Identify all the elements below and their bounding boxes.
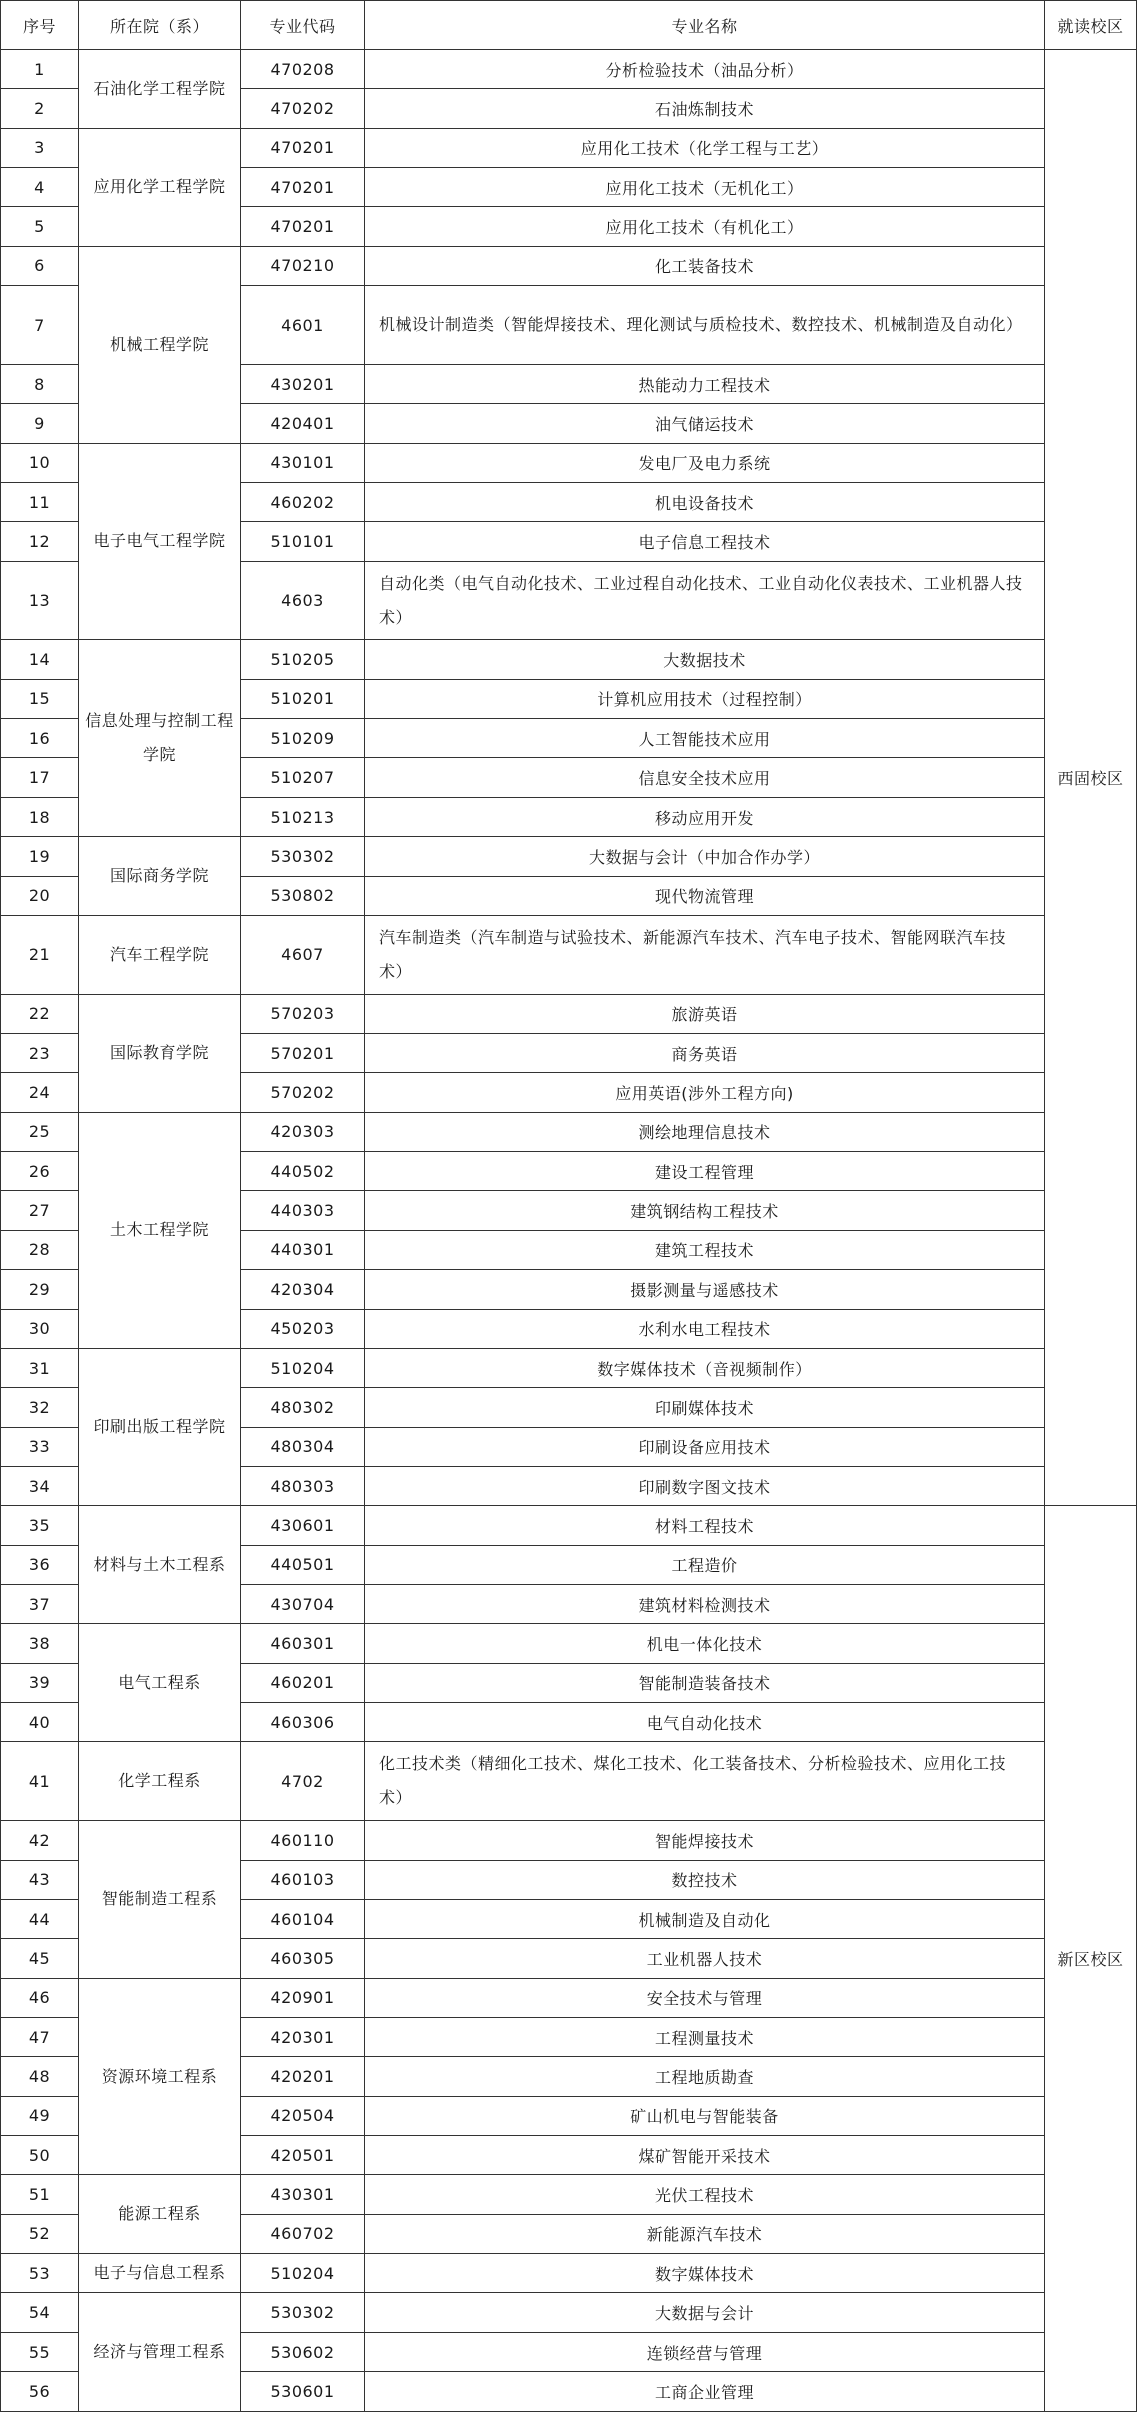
row-index: 23: [1, 1033, 79, 1072]
major-code: 460110: [241, 1821, 365, 1860]
major-name: 大数据与会计（中加合作办学）: [365, 837, 1045, 876]
major-code: 470201: [241, 168, 365, 207]
row-index: 8: [1, 364, 79, 403]
major-code: 430601: [241, 1506, 365, 1545]
major-name: 工程测量技术: [365, 2017, 1045, 2056]
major-name: 印刷设备应用技术: [365, 1427, 1045, 1466]
major-name: 现代物流管理: [365, 876, 1045, 915]
row-index: 9: [1, 404, 79, 443]
major-code: 4601: [241, 286, 365, 365]
table-row: [1, 246, 1137, 285]
major-code: 420401: [241, 404, 365, 443]
major-code: 420303: [241, 1112, 365, 1151]
major-name: 人工智能技术应用: [365, 719, 1045, 758]
row-index: 47: [1, 2017, 79, 2056]
row-index: 43: [1, 1860, 79, 1899]
row-index: 6: [1, 246, 79, 285]
campus-cell: 新区校区: [1045, 1506, 1137, 2412]
campus-cell: 西固校区: [1045, 50, 1137, 1506]
major-code: 440502: [241, 1152, 365, 1191]
row-index: 31: [1, 1348, 79, 1387]
row-index: 1: [1, 50, 79, 89]
row-index: 5: [1, 207, 79, 246]
major-name: 材料工程技术: [365, 1506, 1045, 1545]
major-code: 510204: [241, 2254, 365, 2293]
department-cell: 印刷出版工程学院: [79, 1348, 241, 1505]
major-code: 570202: [241, 1073, 365, 1112]
department-cell: 电子电气工程学院: [79, 443, 241, 640]
major-code: 420201: [241, 2057, 365, 2096]
table-row: [1, 443, 1137, 482]
row-index: 52: [1, 2214, 79, 2253]
major-code: 440501: [241, 1545, 365, 1584]
table-row: [1, 1742, 1137, 1821]
row-index: 11: [1, 482, 79, 521]
department-cell: 能源工程系: [79, 2175, 241, 2254]
major-code: 430704: [241, 1585, 365, 1624]
major-code: 460305: [241, 1939, 365, 1978]
department-cell: 资源环境工程系: [79, 1978, 241, 2175]
major-code: 430101: [241, 443, 365, 482]
major-name: 大数据与会计: [365, 2293, 1045, 2332]
major-code: 460201: [241, 1663, 365, 1702]
major-code: 460103: [241, 1860, 365, 1899]
row-index: 44: [1, 1899, 79, 1938]
table-row: [1, 994, 1137, 1033]
row-index: 38: [1, 1624, 79, 1663]
major-code: 460301: [241, 1624, 365, 1663]
row-index: 27: [1, 1191, 79, 1230]
major-code: 510101: [241, 522, 365, 561]
major-code: 510205: [241, 640, 365, 679]
table-body: [1, 50, 1137, 2412]
major-name: 发电厂及电力系统: [365, 443, 1045, 482]
table-row: [1, 1112, 1137, 1151]
header-major: 专业名称: [365, 1, 1045, 50]
major-name: 矿山机电与智能装备: [365, 2096, 1045, 2135]
major-name: 石油炼制技术: [365, 89, 1045, 128]
row-index: 34: [1, 1466, 79, 1505]
row-index: 16: [1, 719, 79, 758]
header-department: 所在院（系）: [79, 1, 241, 50]
row-index: 28: [1, 1230, 79, 1269]
major-name: 化工技术类（精细化工技术、煤化工技术、化工装备技术、分析检验技术、应用化工技术）: [365, 1742, 1045, 1821]
department-cell: 国际教育学院: [79, 994, 241, 1112]
department-cell: 电气工程系: [79, 1624, 241, 1742]
major-code: 480304: [241, 1427, 365, 1466]
major-code: 4603: [241, 561, 365, 640]
row-index: 4: [1, 168, 79, 207]
row-index: 19: [1, 837, 79, 876]
row-index: 50: [1, 2136, 79, 2175]
department-cell: 汽车工程学院: [79, 915, 241, 994]
major-name: 分析检验技术（油品分析）: [365, 50, 1045, 89]
table-row: [1, 640, 1137, 679]
major-code: 460202: [241, 482, 365, 521]
table-row: [1, 1348, 1137, 1387]
header-index: 序号: [1, 1, 79, 50]
row-index: 18: [1, 797, 79, 836]
table-row: [1, 837, 1137, 876]
row-index: 29: [1, 1270, 79, 1309]
major-name: 机电一体化技术: [365, 1624, 1045, 1663]
major-name: 化工装备技术: [365, 246, 1045, 285]
major-name: 油气储运技术: [365, 404, 1045, 443]
row-index: 22: [1, 994, 79, 1033]
major-name: 机械制造及自动化: [365, 1899, 1045, 1938]
row-index: 45: [1, 1939, 79, 1978]
department-cell: 智能制造工程系: [79, 1821, 241, 1978]
major-name: 大数据技术: [365, 640, 1045, 679]
major-name: 数字媒体技术: [365, 2254, 1045, 2293]
major-code: 510201: [241, 679, 365, 718]
table-row: [1, 2293, 1137, 2332]
major-name: 建筑工程技术: [365, 1230, 1045, 1269]
major-code: 430301: [241, 2175, 365, 2214]
table-row: [1, 915, 1137, 994]
department-cell: 化学工程系: [79, 1742, 241, 1821]
major-name: 工程地质勘查: [365, 2057, 1045, 2096]
major-code: 420501: [241, 2136, 365, 2175]
major-name: 安全技术与管理: [365, 1978, 1045, 2017]
major-name: 印刷媒体技术: [365, 1388, 1045, 1427]
department-cell: 石油化学工程学院: [79, 50, 241, 129]
major-name: 光伏工程技术: [365, 2175, 1045, 2214]
major-name: 移动应用开发: [365, 797, 1045, 836]
row-index: 40: [1, 1703, 79, 1742]
table-row: [1, 2254, 1137, 2293]
major-name: 数控技术: [365, 1860, 1045, 1899]
major-code: 420901: [241, 1978, 365, 2017]
table-row: [1, 1978, 1137, 2017]
row-index: 25: [1, 1112, 79, 1151]
table-row: [1, 128, 1137, 167]
row-index: 39: [1, 1663, 79, 1702]
major-code: 530802: [241, 876, 365, 915]
major-name: 工业机器人技术: [365, 1939, 1045, 1978]
row-index: 35: [1, 1506, 79, 1545]
major-code: 530302: [241, 837, 365, 876]
major-name: 应用化工技术（化学工程与工艺）: [365, 128, 1045, 167]
row-index: 49: [1, 2096, 79, 2135]
major-name: 电气自动化技术: [365, 1703, 1045, 1742]
row-index: 55: [1, 2332, 79, 2371]
major-name: 建筑材料检测技术: [365, 1585, 1045, 1624]
department-cell: 应用化学工程学院: [79, 128, 241, 246]
department-cell: 机械工程学院: [79, 246, 241, 443]
major-code: 450203: [241, 1309, 365, 1348]
row-index: 7: [1, 286, 79, 365]
major-code: 470201: [241, 207, 365, 246]
major-name: 新能源汽车技术: [365, 2214, 1045, 2253]
major-name: 应用化工技术（无机化工）: [365, 168, 1045, 207]
row-index: 46: [1, 1978, 79, 2017]
major-code: 460702: [241, 2214, 365, 2253]
row-index: 30: [1, 1309, 79, 1348]
major-code: 460104: [241, 1899, 365, 1938]
row-index: 13: [1, 561, 79, 640]
major-name: 数字媒体技术（音视频制作）: [365, 1348, 1045, 1387]
major-name: 摄影测量与遥感技术: [365, 1270, 1045, 1309]
row-index: 41: [1, 1742, 79, 1821]
major-code: 510204: [241, 1348, 365, 1387]
table-row: [1, 1821, 1137, 1860]
row-index: 33: [1, 1427, 79, 1466]
major-name: 水利水电工程技术: [365, 1309, 1045, 1348]
major-code: 470208: [241, 50, 365, 89]
row-index: 2: [1, 89, 79, 128]
row-index: 12: [1, 522, 79, 561]
row-index: 21: [1, 915, 79, 994]
row-index: 51: [1, 2175, 79, 2214]
major-name: 智能制造装备技术: [365, 1663, 1045, 1702]
major-code: 4607: [241, 915, 365, 994]
major-code: 440301: [241, 1230, 365, 1269]
major-name: 商务英语: [365, 1033, 1045, 1072]
major-code: 420304: [241, 1270, 365, 1309]
major-name: 机电设备技术: [365, 482, 1045, 521]
major-name: 智能焊接技术: [365, 1821, 1045, 1860]
major-code: 420504: [241, 2096, 365, 2135]
major-name: 建设工程管理: [365, 1152, 1045, 1191]
row-index: 36: [1, 1545, 79, 1584]
row-index: 20: [1, 876, 79, 915]
major-code: 510207: [241, 758, 365, 797]
header-code: 专业代码: [241, 1, 365, 50]
major-code: 470202: [241, 89, 365, 128]
major-code: 570201: [241, 1033, 365, 1072]
major-code: 510213: [241, 797, 365, 836]
major-name: 应用英语(涉外工程方向): [365, 1073, 1045, 1112]
department-cell: 土木工程学院: [79, 1112, 241, 1348]
row-index: 15: [1, 679, 79, 718]
major-name: 印刷数字图文技术: [365, 1466, 1045, 1505]
major-name: 工程造价: [365, 1545, 1045, 1584]
row-index: 10: [1, 443, 79, 482]
major-code: 530302: [241, 2293, 365, 2332]
major-name: 汽车制造类（汽车制造与试验技术、新能源汽车技术、汽车电子技术、智能网联汽车技术）: [365, 915, 1045, 994]
major-code: 460306: [241, 1703, 365, 1742]
header-row: [1, 1, 1137, 50]
department-cell: 电子与信息工程系: [79, 2254, 241, 2293]
major-name: 应用化工技术（有机化工）: [365, 207, 1045, 246]
row-index: 37: [1, 1585, 79, 1624]
department-cell: 经济与管理工程系: [79, 2293, 241, 2412]
row-index: 48: [1, 2057, 79, 2096]
major-code: 510209: [241, 719, 365, 758]
row-index: 3: [1, 128, 79, 167]
major-name: 工商企业管理: [365, 2372, 1045, 2412]
major-code: 480303: [241, 1466, 365, 1505]
major-code: 470210: [241, 246, 365, 285]
table-row: [1, 2175, 1137, 2214]
table-row: [1, 1624, 1137, 1663]
row-index: 42: [1, 1821, 79, 1860]
department-cell: 信息处理与控制工程学院: [79, 640, 241, 837]
row-index: 54: [1, 2293, 79, 2332]
major-code: 420301: [241, 2017, 365, 2056]
major-name: 热能动力工程技术: [365, 364, 1045, 403]
row-index: 26: [1, 1152, 79, 1191]
row-index: 24: [1, 1073, 79, 1112]
table-row: [1, 50, 1137, 89]
table-row: [1, 1506, 1137, 1545]
row-index: 14: [1, 640, 79, 679]
major-code: 570203: [241, 994, 365, 1033]
major-code: 440303: [241, 1191, 365, 1230]
major-name: 电子信息工程技术: [365, 522, 1045, 561]
major-name: 测绘地理信息技术: [365, 1112, 1045, 1151]
major-name: 煤矿智能开采技术: [365, 2136, 1045, 2175]
row-index: 32: [1, 1388, 79, 1427]
row-index: 53: [1, 2254, 79, 2293]
major-code: 470201: [241, 128, 365, 167]
major-name: 连锁经营与管理: [365, 2332, 1045, 2371]
major-code: 530601: [241, 2372, 365, 2412]
major-name: 旅游英语: [365, 994, 1045, 1033]
major-name: 建筑钢结构工程技术: [365, 1191, 1045, 1230]
header-campus: 就读校区: [1045, 1, 1137, 50]
major-name: 自动化类（电气自动化技术、工业过程自动化技术、工业自动化仪表技术、工业机器人技术）: [365, 561, 1045, 640]
major-code: 480302: [241, 1388, 365, 1427]
major-name: 信息安全技术应用: [365, 758, 1045, 797]
department-cell: 材料与土木工程系: [79, 1506, 241, 1624]
major-code: 4702: [241, 1742, 365, 1821]
row-index: 56: [1, 2372, 79, 2412]
major-name: 计算机应用技术（过程控制）: [365, 679, 1045, 718]
department-cell: 国际商务学院: [79, 837, 241, 916]
major-name: 机械设计制造类（智能焊接技术、理化测试与质检技术、数控技术、机械制造及自动化）: [365, 286, 1045, 365]
row-index: 17: [1, 758, 79, 797]
major-code: 430201: [241, 364, 365, 403]
major-code: 530602: [241, 2332, 365, 2371]
